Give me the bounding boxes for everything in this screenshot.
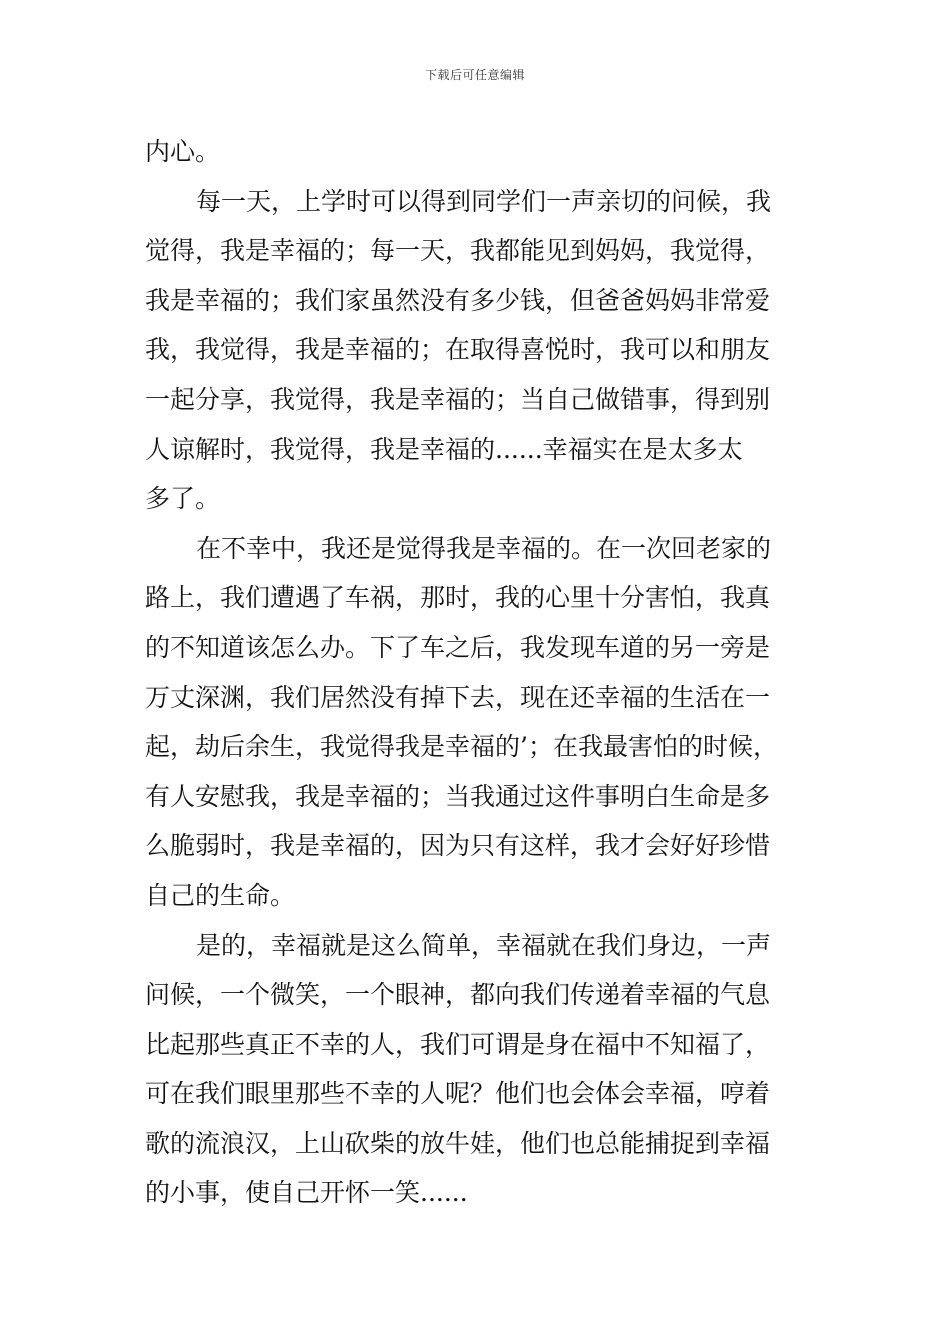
page-header: 下载后可任意编辑 [424,68,525,82]
paragraph-3-line-5: 的小事，使自己开怀一笑...... [145,1178,468,1208]
paragraph-2-line-7: 自己的生命。 [145,880,296,910]
paragraph-3-line-0: 是的，幸福就是这么简单，幸福就在我们身边，一声 [196,930,772,960]
paragraph-2-line-5: 有人安慰我，我是幸福的；当我通过这件事明白生命是多 [145,781,771,811]
paragraph-2-line-0: 在不幸中，我还是觉得我是幸福的。在一次回老家的 [196,533,772,563]
paragraph-2-line-2: 的不知道该怎么办。下了车之后，我发现车道的另一旁是 [145,632,771,662]
paragraph-1-line-3: 我，我觉得，我是幸福的；在取得喜悦时，我可以和朋友 [145,335,771,365]
paragraph-3-line-3: 可在我们眼里那些不幸的人呢？他们也会体会幸福，哼着 [145,1079,771,1109]
paragraph-2-line-6: 么脆弱时，我是幸福的，因为只有这样，我才会好好珍惜 [145,831,771,861]
paragraph-2-line-3: 万丈深渊，我们居然没有掉下去，现在还幸福的生活在一 [145,682,771,712]
paragraph-2-line-1: 路上，我们遭遇了车祸，那时，我的心里十分害怕，我真 [145,583,771,613]
paragraph-1-line-0: 每一天，上学时可以得到同学们一声亲切的问候，我 [196,186,772,216]
paragraph-2-line-4: 起，劫后余生，我觉得我是幸福的’；在我最害怕的时候， [145,732,778,762]
paragraph-0-line-0: 内心。 [145,137,221,166]
paragraph-3-line-4: 歌的流浪汉，上山砍柴的放牛娃，他们也总能捕捉到幸福 [145,1128,771,1158]
document-body [145,127,810,1218]
paragraph-1-line-2: 我是幸福的；我们家虽然没有多少钱，但爸爸妈妈非常爱 [145,285,771,315]
paragraph-3-line-2: 比起那些真正不幸的人，我们可谓是身在福中不知福了， [145,1029,771,1059]
paragraph-1-line-5: 人谅解时，我觉得，我是幸福的......幸福实在是太多太 [145,434,743,464]
paragraph-1-line-6: 多了。 [145,484,221,514]
paragraph-1-line-4: 一起分享，我觉得，我是幸福的；当自己做错事，得到别 [145,384,771,414]
paragraph-3-line-1: 问候，一个微笑，一个眼神，都向我们传递着幸福的气息 [145,980,771,1010]
paragraph-1-line-1: 觉得，我是幸福的；每一天，我都能见到妈妈，我觉得， [145,236,771,266]
